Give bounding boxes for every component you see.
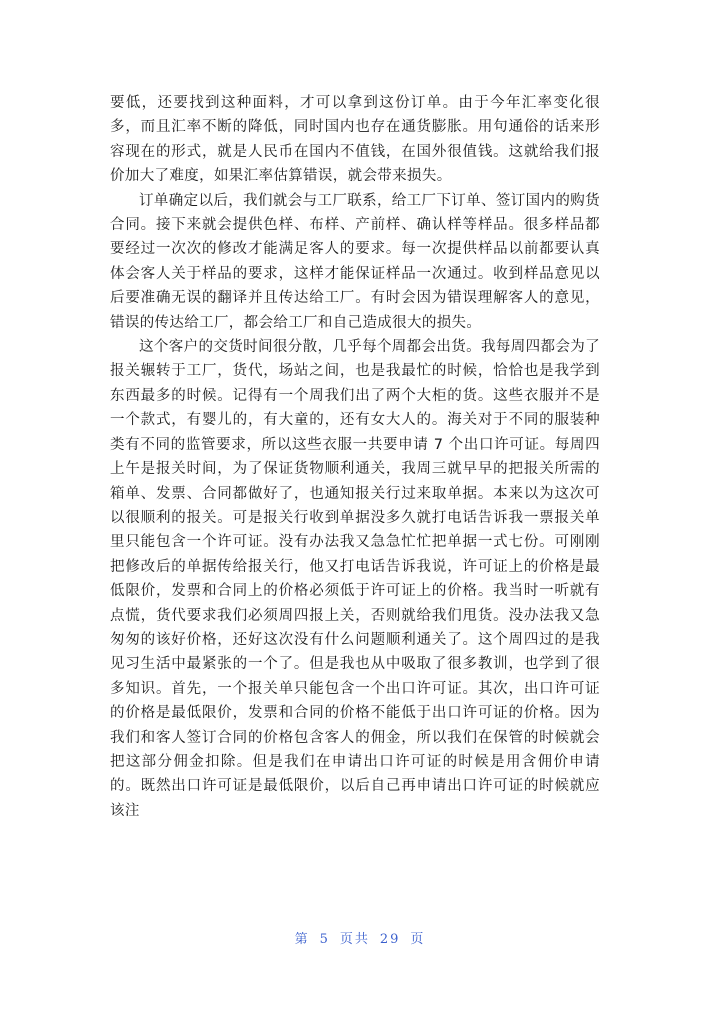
paragraph-3: 这个客户的交货时间很分散，几乎每个周都会出货。我每周四都会为了报关辗转于工厂，货代，场站之间，也是我最忙的时候，恰恰也是我学到东西最多的时候。记得有一个周我们出了两个大柜的货。这些衣服并不是一个款式，有婴儿的，有大童的，还有女大人的。海关对于不同的服装种类有不同的监管要求，所以这些衣服一共要申请 7 个出口许可证。每周四上午是报关时间，为了保证货物顺利通关，我周三就早早的把报关所需的箱单、发票、合同都做好了，也通知报关行过来取单据。本来以为这次可以很顺利的报关。可是报关行收到单据没多久就打电话告诉我一票报关单里只能包含一个许可证。没有办法我又急急忙忙把单据一式七份。可刚刚把修改后的单据传给报关行，他又打电话告诉我说，许可证上的价格是最低限价，发票和合同上的价格必须低于许可证上的价格。我当时一听就有点慌，货代要求我们必须周四报上关，否则就给我们甩货。没办法我又急匆匆的该好价格，还好这次没有什么问题顺利通关了。这个周四过的是我见习生活中最紧张的一个了。但是我也从中吸取了很多教训，也学到了很多知识。首先，一个报关单只能包含一个出口许可证。其次，出口许可证的价格是最低限价，发票和合同的价格不能低于出口许可证的价格。因为我们和客人签订合同的价格包含客人的佣金，所以我们在保管的时候就会把这部分佣金扣除。但是我们在申请出口许可证的时候是用含佣价申请的。既然出口许可证是最低限价，以后自己再申请出口许可证的时候就应该注: [110, 339, 600, 819]
page-footer: [0, 928, 720, 947]
document-body: [110, 91, 600, 823]
page-number: 5: [319, 932, 330, 947]
page-label-middle: 页共: [339, 932, 370, 947]
page-label-suffix: 页: [410, 932, 426, 947]
total-pages: 29: [379, 932, 401, 947]
paragraph-1: 要低，还要找到这种面料，才可以拿到这份订单。由于今年汇率变化很多，而且汇率不断的降低，同时国内也存在通货膨胀。用句通俗的话来形容现在的形式，就是人民币在国内不值钱，在国外很值钱。这就给我们报价加大了难度，如果汇率估算错误，就会带来损失。: [110, 95, 600, 185]
page-label-prefix: 第: [294, 932, 310, 947]
paragraph-2: 订单确定以后，我们就会与工厂联系，给工厂下订单、签订国内的购货合同。接下来就会提供色样、布样、产前样、确认样等样品。很多样品都要经过一次次的修改才能满足客人的要求。每一次提供样品以前都要认真体会客人关于样品的要求，这样才能保证样品一次通过。收到样品意见以后要准确无误的翻译并且传达给工厂。有时会因为错误理解客人的意见，错误的传达给工厂，都会给工厂和自己造成很大的损失。: [110, 192, 600, 331]
